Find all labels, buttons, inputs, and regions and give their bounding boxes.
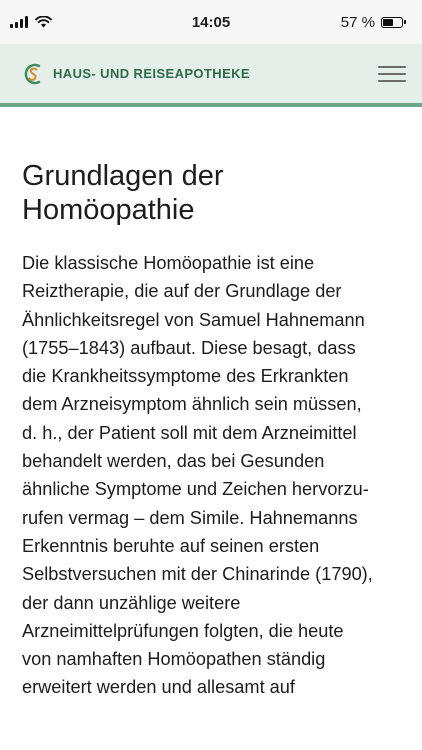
status-right — [341, 14, 406, 31]
body-line: ähnliche Symptome und Zeichen hervorzu- — [22, 479, 369, 500]
body-line: Reiztherapie, die auf der Grundlage der — [22, 281, 342, 302]
menu-line-icon — [378, 80, 406, 82]
body-line: Ähnlichkeitsregel von Samuel Hahnemann — [22, 309, 365, 330]
body-line: von namhaften Homöopathen ständig — [22, 649, 326, 670]
page-title-line: Homöopathie — [22, 194, 195, 226]
body-line: Selbstversuchen mit der Chinarinde (1790), — [22, 564, 373, 585]
status-time: 14:05 — [191, 13, 231, 31]
menu-line-icon — [378, 73, 406, 75]
body-line: dem Arzneisymptom ähnlich sein müssen, — [22, 394, 362, 415]
battery-percentage: 57 % — [340, 13, 375, 31]
body-line: Erkenntnis beruhte auf seinen ersten — [22, 535, 320, 556]
article-body — [22, 249, 400, 702]
status-bar — [0, 0, 422, 44]
body-line: Die klassische Homöopathie ist eine — [22, 253, 315, 273]
body-line: erweitert werden und allesamt auf — [22, 677, 295, 698]
app-title: HAUS- UND REISEAPOTHEKE — [53, 66, 250, 81]
body-line: die Krankheitssymptome des Erkrankten — [22, 366, 349, 387]
cellular-signal-icon — [10, 16, 28, 28]
body-line: behandelt werden, das bei Gesunden — [22, 451, 325, 472]
body-line: Arzneimittelprüfungen folgten, die heute — [22, 620, 344, 641]
battery-fill — [383, 19, 393, 26]
status-left — [10, 16, 52, 28]
app-header — [0, 44, 422, 107]
body-line: der dann unzählige weitere — [22, 592, 241, 613]
body-line: d. h., der Patient soll mit dem Arzneimittel — [22, 422, 357, 443]
menu-line-icon — [378, 66, 406, 68]
body-line: (1755–1843) aufbaut. Diese besagt, dass — [22, 337, 356, 358]
page-title-line: Grundlagen der — [22, 160, 224, 192]
battery-icon — [381, 17, 406, 28]
pharmacy-logo-icon — [22, 61, 44, 87]
body-line: rufen vermag – dem Simile. Hahnemanns — [22, 507, 358, 528]
wifi-icon — [35, 16, 52, 28]
page-title — [22, 159, 400, 227]
hamburger-menu-button[interactable] — [378, 62, 406, 86]
brand[interactable] — [22, 61, 250, 87]
article-content — [0, 107, 422, 702]
